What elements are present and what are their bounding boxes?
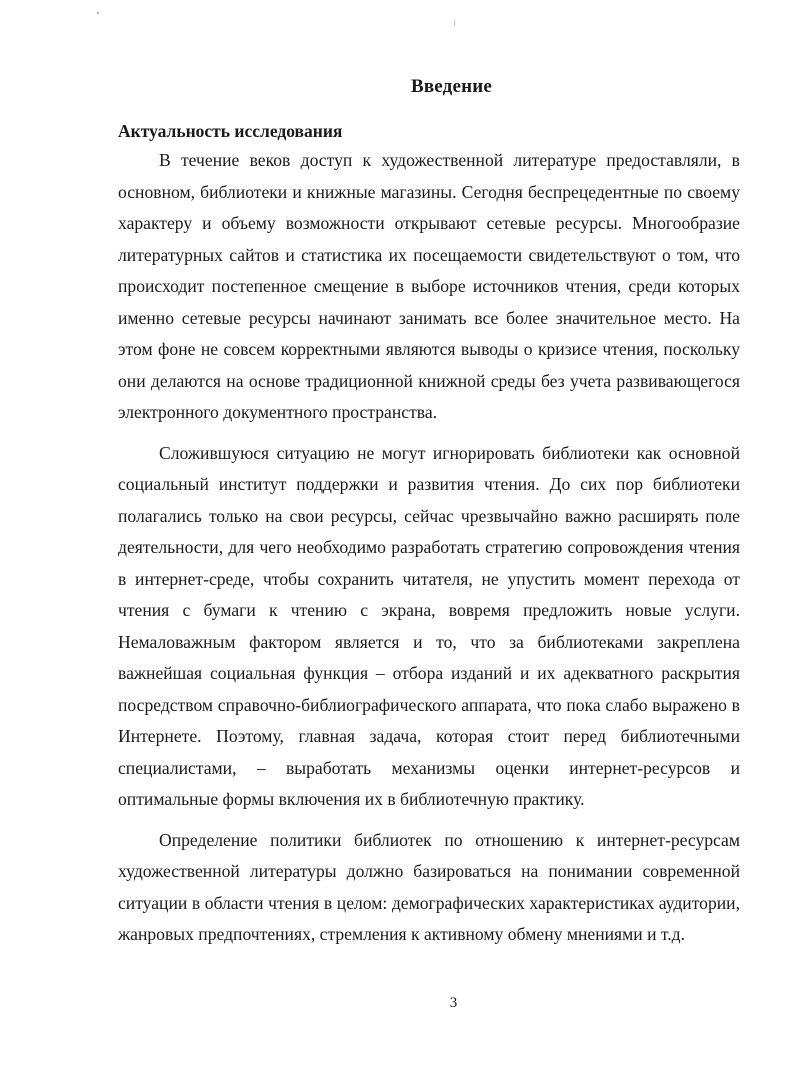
paragraph-3: Определение политики библиотек по отношению к интернет-ресурсам художественной литературы должно базироваться на понимании современной ситуации в области чтения в целом: демографических характеристиках аудитории, жанровых предпочтениях, стремления к активному обмену мнениями и т.д. — [118, 829, 740, 944]
scan-speck — [97, 12, 99, 14]
scan-speck — [454, 20, 455, 26]
section-heading: Актуальность исследования — [118, 121, 343, 141]
paragraph-1: В течение веков доступ к художественной литературе предоставляли, в основном, библиотеки и книжные магазины. Сегодня беспрецедентные по своему характеру и объему возможности открывают сетевые ресурсы. Многообразие литературных сайтов и статистика их посещаемости свидетельствуют о том, что происходит постепенное смещение в выборе источников чтения, среди которых именно сетевые ресурсы начинают занимать все более значительное место. На этом фоне не совсем корректными являются выводы о кризисе чтения, поскольку они делаются на основе традиционной книжной среды без учета развивающегося электронного документного пространства. — [118, 150, 740, 422]
body-text — [118, 145, 740, 960]
page-title: Введение — [410, 76, 493, 97]
paragraph-2: Сложившуюся ситуацию не могут игнорировать библиотеки как основной социальный институт поддержки и развития чтения. До сих пор библиотеки полагались только на свои ресурсы, сейчас чрезвычайно важно расширять поле деятельности, для чего необходимо разработать стратегию сопровождения чтения в интернет-среде, чтобы сохранить читателя, не упустить момент перехода от чтения с бумаги к чтению с экрана, вовремя предложить новые услуги. Немаловажным фактором является и то, что за библиотеками закреплена важнейшая социальная функция – отбора изданий и их адекватного раскрытия посредством справочно-библиографического аппарата, что пока слабо выражено в Интернете. Поэтому, главная задача, которая стоит перед библиотечными специалистами, – выработать механизмы оценки интернет-ресурсов и оптимальные формы включения их в библиотечную практику. — [118, 442, 740, 809]
page-number: 3 — [449, 995, 458, 1011]
